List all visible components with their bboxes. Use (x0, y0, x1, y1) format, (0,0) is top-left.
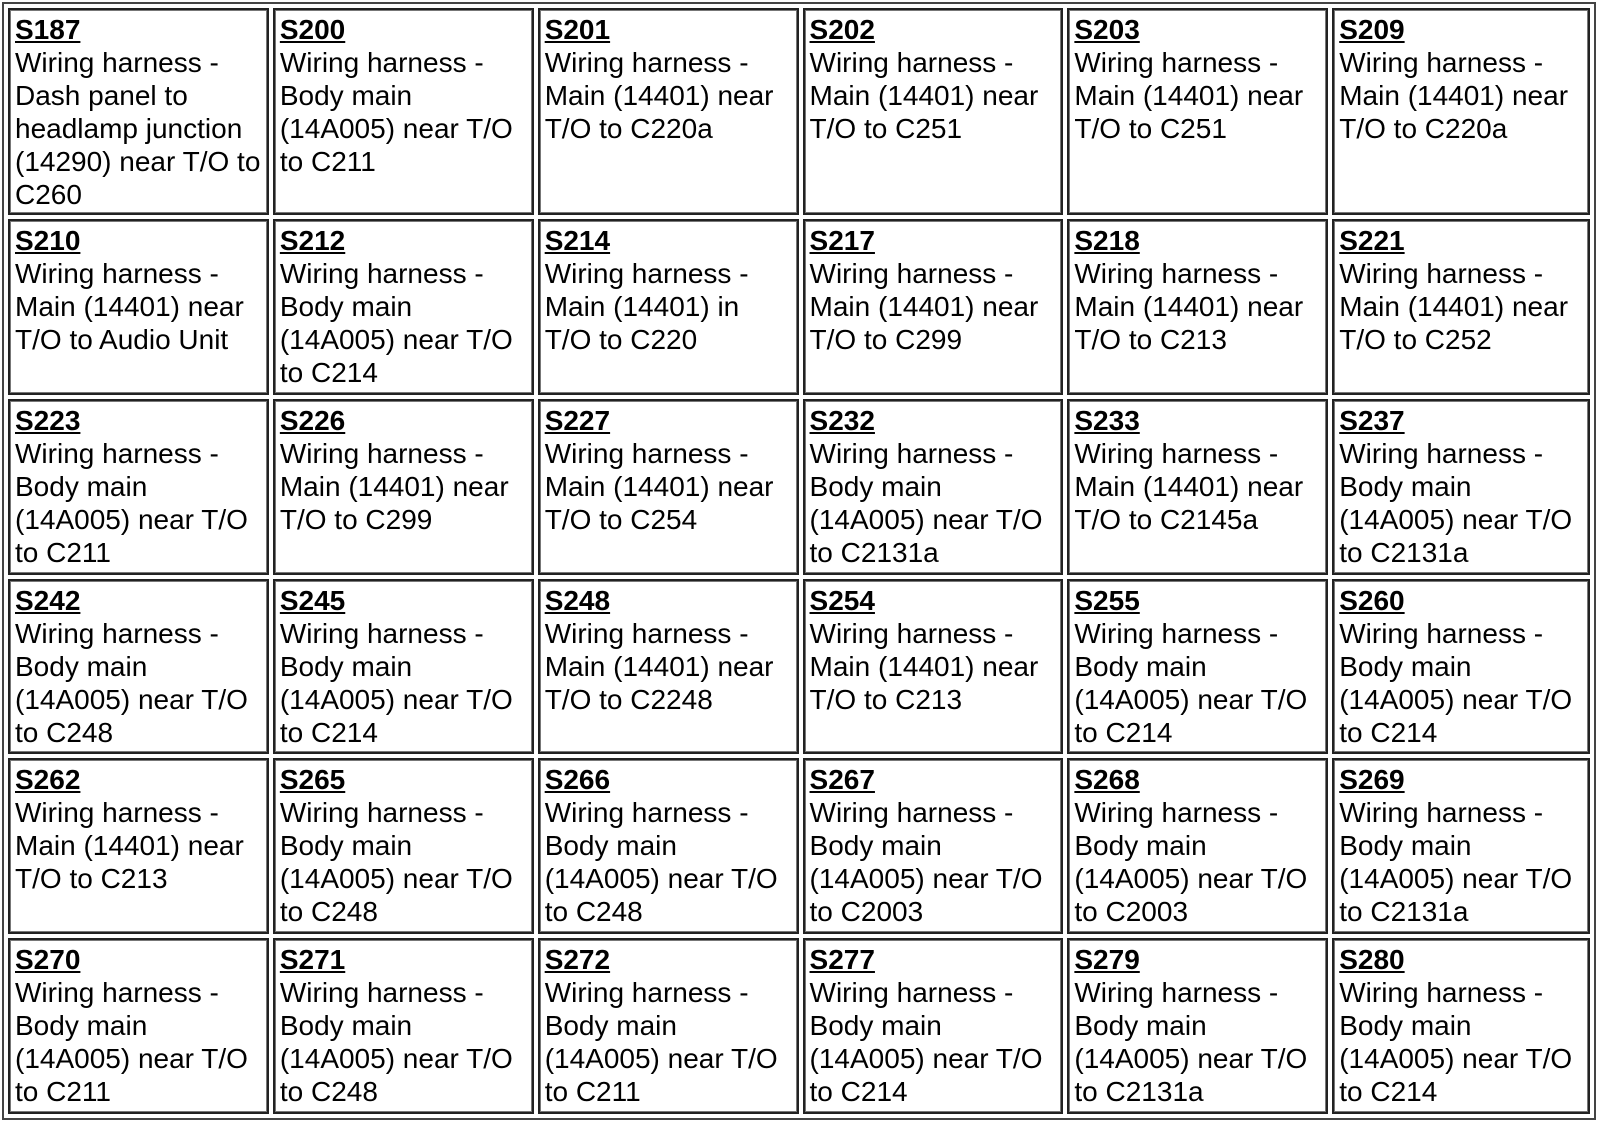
splice-description: Wiring harness - Main (14401) near T/O to C2248 (544, 617, 774, 715)
splice-id: S201 (544, 14, 611, 45)
splice-id: S232 (809, 404, 875, 436)
splice-description: Wiring harness - Body main (14A005) near T/O to C211 (279, 47, 513, 177)
splice-id: S270 (15, 944, 81, 976)
table-cell (1067, 219, 1328, 395)
splice-description: Wiring harness - Main (14401) near T/O to C251 (1074, 47, 1304, 144)
splice-description: Wiring harness - Main (14401) near T/O to C213 (809, 617, 1039, 715)
table-cell (1067, 938, 1328, 1114)
splice-id: S214 (544, 225, 611, 256)
table-cell (1067, 758, 1328, 934)
splice-description: Wiring harness - Main (14401) near T/O to C299 (809, 258, 1039, 355)
table-cell (8, 8, 269, 215)
splice-id: S280 (1339, 944, 1405, 976)
splice-description: Wiring harness - Body main (14A005) near T/O to C211 (15, 437, 248, 568)
table-cell (1332, 579, 1590, 755)
splice-description: Wiring harness - Main (14401) near T/O to C254 (544, 437, 774, 535)
table-row (8, 938, 1590, 1114)
table-cell (538, 938, 799, 1114)
table-cell (273, 579, 534, 755)
table-cell (803, 219, 1064, 395)
splice-description: Wiring harness - Body main (14A005) near T/O to C248 (279, 797, 513, 928)
table-cell (273, 399, 534, 575)
table-cell (273, 8, 534, 215)
table-cell (1332, 8, 1590, 215)
splice-id: S255 (1074, 584, 1140, 616)
table-cell (8, 938, 269, 1114)
splice-description: Wiring harness - Body main (14A005) near T/O to C2003 (809, 797, 1043, 928)
table-row (8, 579, 1590, 755)
splice-id: S271 (279, 944, 346, 976)
splice-id: S272 (544, 944, 611, 976)
splice-description: Wiring harness - Main (14401) near T/O to C252 (1339, 258, 1569, 355)
splice-id: S254 (809, 584, 875, 616)
table-body (8, 8, 1590, 1114)
table-cell (1067, 579, 1328, 755)
table-cell (273, 938, 534, 1114)
table-cell (1067, 8, 1328, 215)
table-cell (538, 579, 799, 755)
splice-id: S267 (809, 764, 875, 796)
splice-id: S242 (15, 584, 81, 616)
splice-description: Wiring harness - Body main (14A005) near T/O to C214 (1339, 977, 1573, 1108)
table-cell (1332, 938, 1590, 1114)
table-cell (803, 758, 1064, 934)
splice-description: Wiring harness - Body main (14A005) near T/O to C2131a (1074, 977, 1308, 1108)
table-cell (8, 758, 269, 934)
splice-id: S226 (279, 404, 346, 436)
splice-id: S217 (809, 225, 875, 256)
splice-id: S218 (1074, 225, 1140, 256)
splice-id: S210 (15, 225, 81, 256)
splice-id: S277 (809, 944, 875, 976)
splice-id: S260 (1339, 584, 1405, 616)
splice-description: Wiring harness - Main (14401) near T/O to C220a (1339, 47, 1569, 144)
splice-id: S268 (1074, 764, 1140, 796)
splice-id: S209 (1339, 14, 1405, 45)
table-cell (1332, 758, 1590, 934)
splice-description: Wiring harness - Main (14401) near T/O to Audio Unit (15, 258, 244, 355)
table-cell (538, 758, 799, 934)
splice-description: Wiring harness - Dash panel to headlamp junction (14290) near T/O to C260 (15, 47, 261, 210)
splice-location-table (2, 2, 1596, 1120)
table-row (8, 219, 1590, 395)
splice-description: Wiring harness - Main (14401) near T/O to C213 (1074, 258, 1304, 355)
splice-id: S203 (1074, 14, 1140, 45)
table-cell (8, 219, 269, 395)
table-row (8, 399, 1590, 575)
table-cell (538, 219, 799, 395)
splice-id: S223 (15, 404, 81, 436)
splice-description: Wiring harness - Body main (14A005) near T/O to C248 (15, 617, 248, 748)
splice-id: S221 (1339, 225, 1405, 256)
splice-description: Wiring harness - Body main (14A005) near T/O to C2131a (1339, 437, 1573, 568)
table-cell (538, 8, 799, 215)
table-cell (803, 579, 1064, 755)
splice-id: S265 (279, 764, 346, 796)
splice-id: S269 (1339, 764, 1405, 796)
splice-description: Wiring harness - Main (14401) near T/O to C251 (809, 47, 1039, 144)
splice-description: Wiring harness - Body main (14A005) near T/O to C214 (1074, 617, 1308, 748)
splice-id: S245 (279, 584, 346, 616)
table-cell (1067, 399, 1328, 575)
table-cell (1332, 219, 1590, 395)
splice-id: S227 (544, 404, 611, 436)
splice-id: S237 (1339, 404, 1405, 436)
splice-id: S187 (15, 14, 81, 45)
splice-id: S262 (15, 764, 81, 796)
splice-description: Wiring harness - Main (14401) near T/O to C213 (15, 797, 244, 895)
splice-description: Wiring harness - Body main (14A005) near T/O to C248 (544, 797, 778, 928)
table-cell (273, 758, 534, 934)
splice-description: Wiring harness - Body main (14A005) near T/O to C2131a (809, 437, 1043, 568)
splice-id: S200 (279, 14, 346, 45)
splice-description: Wiring harness - Body main (14A005) near T/O to C211 (544, 977, 778, 1108)
table-row (8, 8, 1590, 215)
table-cell (803, 8, 1064, 215)
splice-description: Wiring harness - Body main (14A005) near T/O to C2131a (1339, 797, 1573, 928)
splice-description: Wiring harness - Body main (14A005) near T/O to C214 (1339, 617, 1573, 748)
splice-description: Wiring harness - Body main (14A005) near T/O to C248 (279, 977, 513, 1108)
table-cell (803, 938, 1064, 1114)
splice-description: Wiring harness - Body main (14A005) near T/O to C2003 (1074, 797, 1308, 928)
splice-id: S233 (1074, 404, 1140, 436)
splice-id: S248 (544, 584, 611, 616)
table-cell (1332, 399, 1590, 575)
splice-id: S202 (809, 14, 875, 45)
splice-id: S266 (544, 764, 611, 796)
splice-description: Wiring harness - Body main (14A005) near T/O to C214 (809, 977, 1043, 1108)
splice-id: S279 (1074, 944, 1140, 976)
table-cell (803, 399, 1064, 575)
table-cell (8, 579, 269, 755)
splice-description: Wiring harness - Main (14401) near T/O to C2145a (1074, 437, 1304, 535)
splice-description: Wiring harness - Body main (14A005) near T/O to C211 (15, 977, 248, 1108)
table-row (8, 758, 1590, 934)
splice-description: Wiring harness - Main (14401) near T/O to C299 (279, 437, 509, 535)
splice-description: Wiring harness - Body main (14A005) near T/O to C214 (279, 258, 513, 388)
splice-description: Wiring harness - Body main (14A005) near T/O to C214 (279, 617, 513, 748)
splice-description: Wiring harness - Main (14401) near T/O to C220a (544, 47, 774, 144)
splice-description: Wiring harness - Main (14401) in T/O to C220 (544, 258, 749, 355)
table-cell (273, 219, 534, 395)
splice-id: S212 (279, 225, 346, 256)
table-cell (538, 399, 799, 575)
table-cell (8, 399, 269, 575)
